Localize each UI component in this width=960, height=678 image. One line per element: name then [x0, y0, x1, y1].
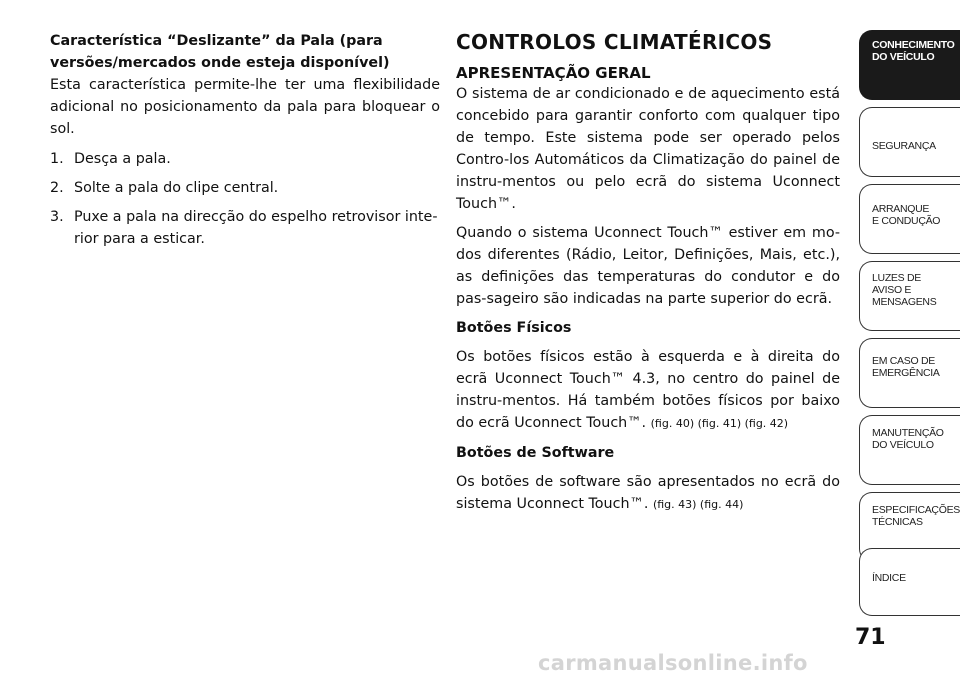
tab-index[interactable] [859, 548, 960, 616]
tab-emergency[interactable] [859, 338, 960, 408]
list-item [50, 177, 440, 199]
figure-references[interactable]: (fig. 40) (fig. 41) (fig. 42) [650, 417, 789, 430]
tab-label: AVISO E [872, 284, 912, 296]
tab-label: SEGURANÇA [872, 140, 936, 152]
tab-label: MANUTENÇÃO [872, 427, 944, 439]
right-column [456, 30, 840, 516]
tab-label: ESPECIFICAÇÕES [872, 504, 960, 516]
tab-label: ARRANQUE [872, 203, 930, 215]
modes-paragraph: Quando o sistema Uconnect Touch™ estiver em mo-dos diferentes (Rádio, Leitor, Definições, Mais, etc.), as definições das temperaturas do condutor e do pas-sageiro são indicadas na parte superior do ecrã. [456, 225, 840, 307]
tab-label: DO VEÍCULO [872, 51, 935, 63]
tab-maintenance[interactable] [859, 415, 960, 485]
list-item [50, 148, 440, 170]
sunvisor-intro: Esta característica permite-lhe ter uma flexibilidade adicional no posicionamento da pala para bloquear o sol. [50, 77, 440, 137]
overview-paragraph: O sistema de ar condicionado e de aquecimento está concebido para garantir conforto com qualquer tipo de tempo. Este sistema pode ser operado pelos Contro-los Automáticos da Climatização do painel de instru-mentos ou pelo ecrã do sistema Uconnect Touch™. [456, 86, 840, 212]
software-buttons-heading: Botões de Software [456, 445, 615, 461]
physical-buttons-text [456, 346, 840, 435]
tab-starting-driving[interactable] [859, 184, 960, 254]
page-number: 71 [855, 625, 886, 650]
sunvisor-heading: Característica “Deslizante” da Pala (para versões/mercados onde esteja disponível) [50, 33, 390, 71]
tab-warning-lights[interactable] [859, 261, 960, 331]
step-text: Desça a pala. [74, 151, 171, 167]
watermark: carmanualsonline.info [538, 651, 808, 675]
tab-label: EM CASO DE [872, 355, 935, 367]
tab-label: ÍNDICE [872, 572, 906, 584]
tab-label: E CONDUÇÃO [872, 215, 941, 227]
tab-label: TÉCNICAS [872, 516, 923, 528]
steps-list [50, 148, 440, 250]
tab-safety[interactable] [859, 107, 960, 177]
figure-references[interactable]: (fig. 43) (fig. 44) [652, 498, 744, 511]
tab-label: LUZES DE [872, 272, 921, 284]
step-text: Solte a pala do clipe central. [74, 180, 279, 196]
section-heading: APRESENTAÇÃO GERAL [456, 64, 651, 82]
step-number: 3. [50, 209, 64, 225]
tab-label: CONHECIMENTO [872, 39, 955, 51]
tab-vehicle-knowledge[interactable] [859, 30, 960, 100]
tab-label: MENSAGENS [872, 296, 937, 308]
physical-buttons-heading: Botões Físicos [456, 320, 572, 336]
list-item [50, 206, 440, 250]
page-title: CONTROLOS CLIMATÉRICOS [456, 30, 773, 54]
tab-label: DO VEÍCULO [872, 439, 934, 451]
step-number: 1. [50, 151, 64, 167]
step-text: Puxe a pala na direcção do espelho retrovisor inte-rior para a esticar. [74, 209, 438, 247]
software-buttons-body: Os botões de software são apresentados no ecrã do sistema Uconnect Touch™. [456, 474, 840, 512]
step-number: 2. [50, 180, 64, 196]
left-column [50, 30, 440, 257]
physical-buttons-body: Os botões físicos estão à esquerda e à direita do ecrã Uconnect Touch™ 4.3, no centro do painel de instru-mentos. Há também botões físicos por baixo do ecrã Uconnect Touch™. [456, 349, 840, 431]
tab-label: EMERGÊNCIA [872, 367, 940, 379]
software-buttons-text [456, 471, 840, 516]
